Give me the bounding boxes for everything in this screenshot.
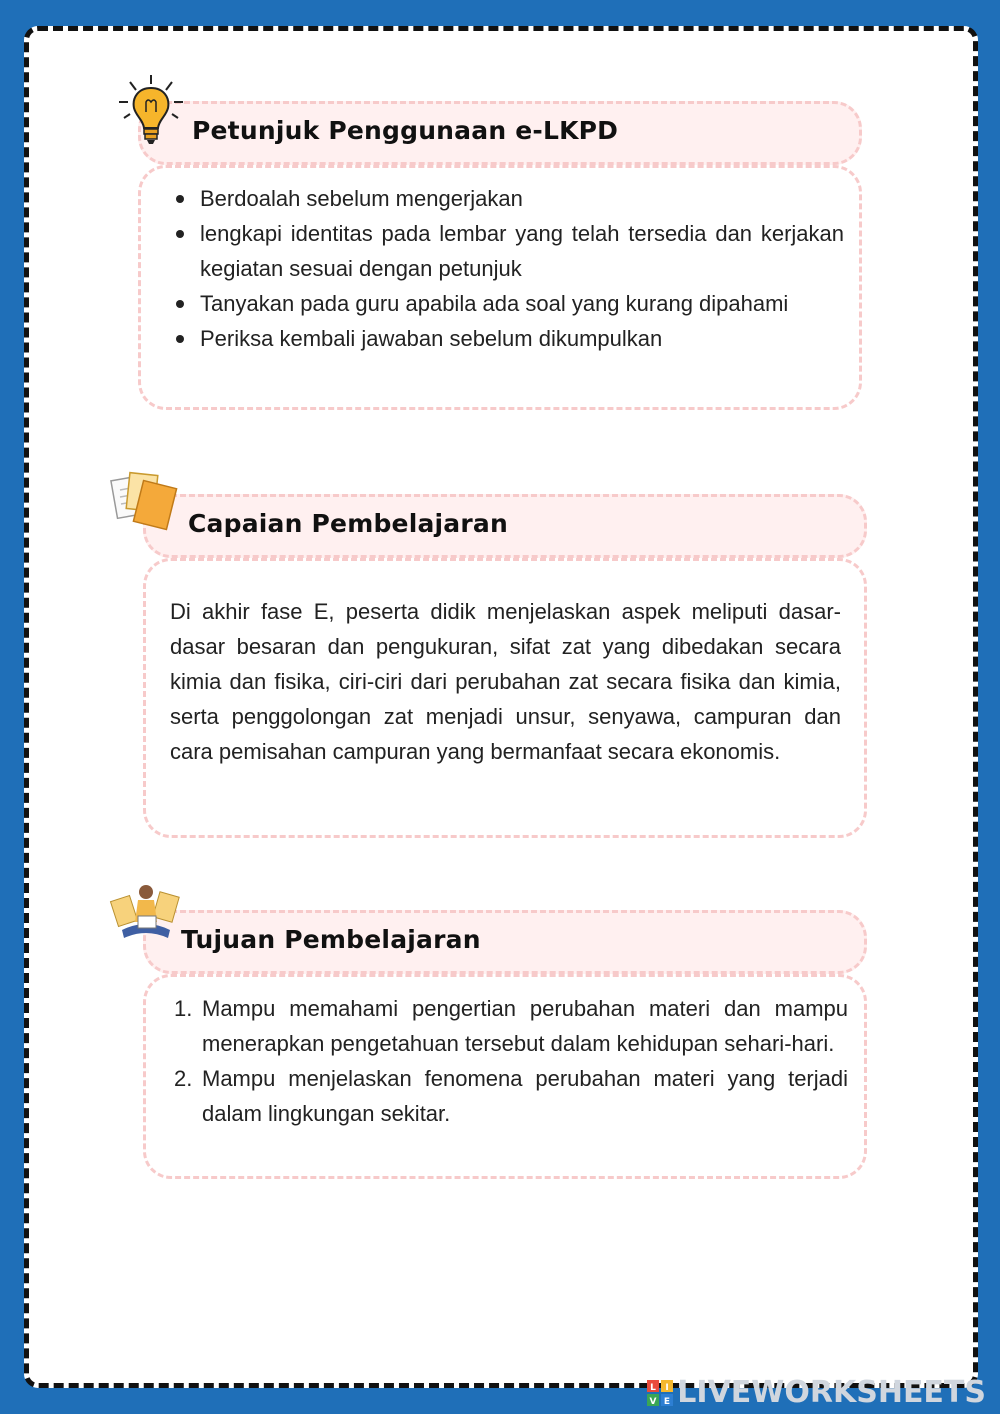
list-item: lengkapi identitas pada lembar yang telah tersedia dan kerjakan kegiatan sesuai dengan petunjuk xyxy=(170,216,844,286)
liveworksheets-badge-icon xyxy=(647,1380,673,1406)
capaian-paragraph: Di akhir fase E, peserta didik menjelaskan aspek meliputi dasar-dasar besaran dan pengukuran, sifat zat yang dibedakan secara kimia dan fisika, ciri-ciri dari perubahan zat secara fisika dan kimia, serta penggolongan zat menjadi unsur, senyawa, campuran dan cara pemisahan campuran yang bermanfaat secara ekonomis. xyxy=(170,599,841,764)
list-item xyxy=(170,991,848,1061)
list-item xyxy=(170,1061,848,1131)
list-item: Periksa kembali jawaban sebelum dikumpulkan xyxy=(170,321,844,356)
list-text: Mampu menjelaskan fenomena perubahan materi yang terjadi dalam lingkungan sekitar. xyxy=(202,1066,848,1126)
petunjuk-title: Petunjuk Penggunaan e-LKPD xyxy=(192,116,619,145)
list-item: Tanyakan pada guru apabila ada soal yang kurang dipahami xyxy=(170,286,844,321)
lightbulb-icon xyxy=(116,72,186,150)
capaian-title: Capaian Pembelajaran xyxy=(188,509,508,538)
badge-letter: E xyxy=(664,1396,671,1406)
student-reading-icon xyxy=(108,880,184,946)
liveworksheets-brand-text: LIVEWORKSHEETS xyxy=(677,1375,986,1410)
tujuan-title: Tujuan Pembelajaran xyxy=(181,925,481,954)
badge-letter: I xyxy=(665,1382,669,1393)
list-number: 2. xyxy=(174,1066,193,1091)
tujuan-list-wrap xyxy=(170,991,848,1131)
petunjuk-list-wrap xyxy=(170,181,844,356)
documents-icon xyxy=(110,470,182,532)
liveworksheets-logo xyxy=(647,1375,986,1410)
badge-letter: V xyxy=(649,1396,657,1406)
list-text: Mampu memahami pengertian perubahan materi dan mampu menerapkan pengetahuan tersebut dalam kehidupan sehari-hari. xyxy=(202,996,848,1056)
list-number: 1. xyxy=(174,996,193,1021)
list-item: Berdoalah sebelum mengerjakan xyxy=(170,181,844,216)
petunjuk-list xyxy=(170,181,844,356)
badge-letter: L xyxy=(650,1382,657,1393)
tujuan-list xyxy=(170,991,848,1131)
